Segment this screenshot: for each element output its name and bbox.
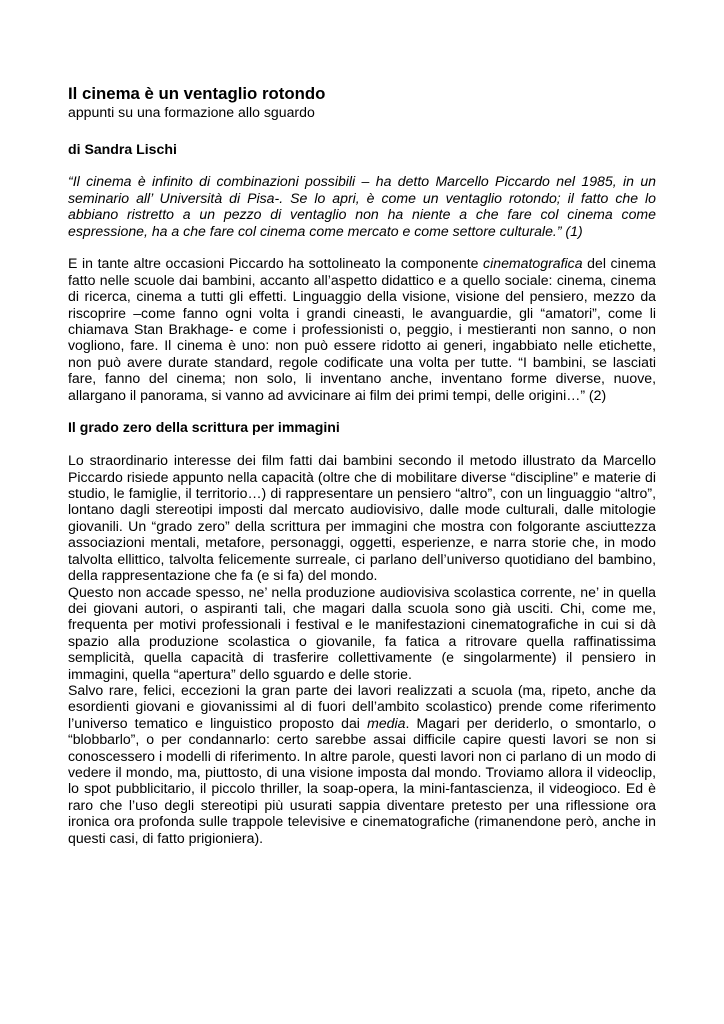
section-heading: Il grado zero della scrittura per immagini (68, 419, 340, 436)
intro-emphasis: cinematografica (483, 255, 583, 272)
document-page (68, 84, 656, 846)
opening-quote: “Il cinema è infinito di combinazioni possibili – ha detto Marcello Piccardo nel 1985, in un seminario all’ Università di Pisa-. Se lo apri, è come un ventaglio rotondo; il fatto che lo abbiano ristretto a un pezzo di ventaglio non ha niente a che fare col cinema come espressione, ha a che fare col cinema come mercato e come settore culturale.” (1) (68, 173, 656, 239)
spacer (68, 403, 656, 419)
paragraph-3-emphasis: media (367, 714, 406, 731)
page-title: Il cinema è un ventaglio rotondo (68, 84, 326, 103)
intro-text-end: del cinema fatto nelle scuole dai bambini, accanto all’aspetto didattico e a quello sociale: cinema, cinema di ricerca, cinema a tutti gli effetti. Linguaggio della visione, visione del pensiero, mezzo da riscoprire –come fanno ogni volta i grandi cineasti, le avanguardie, gli “amatori”, come li chiamava Stan Brakhage- e come i professionisti o, peggio, i mestieranti non sanno, o non vogliono, fare. Il cinema è uno: non può essere ridotto ai generi, ingabbiato nelle etichette, non può avere durate standard, regole codificate una volta per tutte. “I bambini, se lasciati fare, fanno del cinema; non solo, li inventano anche, inventano forme diverse, nuove, allargano il panorama, si vanno ad avvicinare ai film dei primi tempi, delle origini…” (2) (68, 255, 656, 403)
paragraph-3-text-start: Salvo rare, felici, eccezioni la gran parte dei lavori realizzati a scuola (ma, ripeto, anche da esordienti giovani e giovanissimi al di fuori dell’ambito scolastico) prende come riferimento l’universo tematico e linguistico proposto dai (68, 681, 656, 731)
paragraph-3-text-end: . Magari per deriderlo, o smontarlo, o “blobbarlo”, o per condannarlo: certo sarebbe assai difficile capire questi lavori se non si conoscessero i modelli di riferimento. In altre parole, questi lavori non ci parlano di un modo di vedere il mondo, ma, piuttosto, di una visione imposta dal mondo. Troviamo allora il videoclip, lo spot pubblicitario, il piccolo thriller, la soap-opera, la mini-fantascienza, il videogioco. Ed è raro che l’uso degli stereotipi più usurati sappia diventare pretesto per una riflessione ora ironica ora profonda sulle trappole televisive e cinematografiche (rimanendone però, anche in questi casi, di fatto prigioniera). (68, 714, 656, 846)
section-paragraph-3 (68, 682, 656, 846)
author-byline: di Sandra Lischi (68, 141, 177, 157)
intro-text-start: E in tante altre occasioni Piccardo ha sottolineato la componente (68, 255, 484, 272)
intro-paragraph (68, 255, 656, 403)
page-subtitle: appunti su una formazione allo sguardo (68, 104, 315, 120)
section-paragraph-1: Lo straordinario interesse dei film fatti dai bambini secondo il metodo illustrato da Marcello Piccardo risiede appunto nella capacità (oltre che di mobilitare diverse “discipline” e materie di studio, le famiglie, il territorio…) di rappresentare un pensiero “altro”, con un linguaggio “altro”, lontano dagli stereotipi imposti dal mercato audiovisivo, dalle mode culturali, dalle mitologie giovanili. Un “grado zero” della scrittura per immagini che mostra con folgorante asciuttezza associazioni mentali, metafore, personaggi, oggetti, esperienze, e narra storie che, in modo talvolta ellittico, talvolta felicemente surreale, ci parlano dell’universo quotidiano del bambino, della rappresentazione che fa (e si fa) del mondo. (68, 452, 656, 584)
section-paragraph-2: Questo non accade spesso, ne’ nella produzione audiovisiva scolastica corrente, ne’ in quella dei giovani autori, o aspiranti tali, che magari dalla scuola sono già usciti. Chi, come me, frequenta per motivi professionali i festival e le manifestazioni cinematografiche in cui si dà spazio alla produzione scolastica o giovanile, fa fatica a ritrovare quella raffinatissima semplicità, quella capacità di trasferire collettivamente (e singolarmente) il pensiero in immagini, quella “apertura” dello sguardo e delle storie. (68, 583, 656, 682)
